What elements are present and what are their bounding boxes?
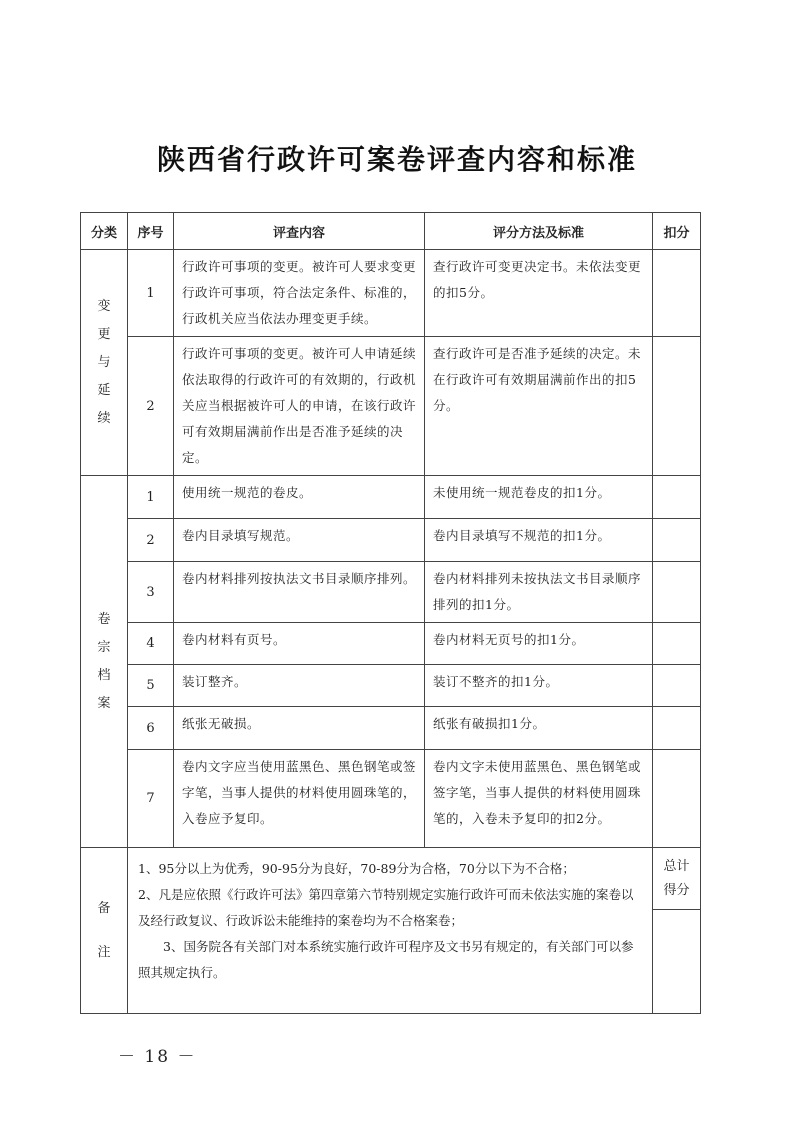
row-deduct-cell[interactable] [653, 250, 701, 337]
table-header-row [81, 213, 701, 250]
row-deduct-cell[interactable] [653, 476, 701, 519]
header-category: 分类 [81, 213, 128, 250]
row-deduct-cell[interactable] [653, 750, 701, 848]
row-content: 行政许可事项的变更。被许可人申请延续依法取得的行政许可的有效期的，行政机关应当根据被许可人的申请，在该行政许可有效期届满前作出是否准予延续的决定。 [174, 337, 425, 476]
evaluation-table [80, 212, 701, 1014]
row-seq: 5 [128, 665, 174, 707]
row-seq: 7 [128, 750, 174, 848]
table-row [81, 476, 701, 519]
row-method: 卷内文字未使用蓝黑色、黑色钢笔或签字笔，当事人提供的材料使用圆珠笔的，入卷未予复印的扣2分。 [425, 750, 653, 848]
row-seq: 2 [128, 519, 174, 562]
header-seq: 序号 [128, 213, 174, 250]
note-line-1: 1、95分以上为优秀，90-95分为良好，70-89分为合格，70分以下为不合格； [138, 861, 575, 876]
row-deduct-cell[interactable] [653, 519, 701, 562]
table-row [81, 519, 701, 562]
row-method: 查行政许可变更决定书。未依法变更的扣5分。 [425, 250, 653, 337]
table-row [81, 750, 701, 848]
category-notes: 备 注 [81, 848, 128, 1014]
header-content: 评查内容 [174, 213, 425, 250]
row-deduct-cell[interactable] [653, 665, 701, 707]
row-seq: 2 [128, 337, 174, 476]
row-method: 纸张有破损扣1分。 [425, 707, 653, 750]
row-seq: 1 [128, 476, 174, 519]
table-row [81, 623, 701, 665]
row-deduct-cell[interactable] [653, 623, 701, 665]
row-content: 纸张无破损。 [174, 707, 425, 750]
table-row [81, 562, 701, 623]
header-method: 评分方法及标准 [425, 213, 653, 250]
row-content: 卷内材料排列按执法文书目录顺序排列。 [174, 562, 425, 623]
table-row [81, 337, 701, 476]
row-content: 卷内材料有页号。 [174, 623, 425, 665]
header-deduct: 扣分 [653, 213, 701, 250]
table-row [81, 250, 701, 337]
row-method: 查行政许可是否准予延续的决定。未在行政许可有效期届满前作出的扣5分。 [425, 337, 653, 476]
row-method: 装订不整齐的扣1分。 [425, 665, 653, 707]
note-line-3: 3、国务院各有关部门对本系统实施行政许可程序及文书另有规定的，有关部门可以参照其规定执行。 [138, 939, 634, 980]
notes-content [128, 848, 653, 1014]
row-seq: 1 [128, 250, 174, 337]
row-method: 卷内材料排列未按执法文书目录顺序排列的扣1分。 [425, 562, 653, 623]
row-deduct-cell[interactable] [653, 707, 701, 750]
note-line-2: 2、凡是应依照《行政许可法》第四章第六节特别规定实施行政许可而未依法实施的案卷以及经行政复议、行政诉讼未能维持的案卷均为不合格案卷； [138, 887, 634, 928]
page-number: － 18 － [118, 1047, 197, 1067]
table-row [81, 707, 701, 750]
row-seq: 3 [128, 562, 174, 623]
row-content: 卷内文字应当使用蓝黑色、黑色钢笔或签字笔，当事人提供的材料使用圆珠笔的，入卷应予复印。 [174, 750, 425, 848]
total-score-label: 总计 得分 [653, 848, 701, 910]
row-method: 未使用统一规范卷皮的扣1分。 [425, 476, 653, 519]
row-method: 卷内材料无页号的扣1分。 [425, 623, 653, 665]
row-seq: 4 [128, 623, 174, 665]
row-seq: 6 [128, 707, 174, 750]
row-method: 卷内目录填写不规范的扣1分。 [425, 519, 653, 562]
total-score-cell[interactable] [653, 910, 701, 1014]
category-dossier: 卷 宗 档 案 [81, 476, 128, 848]
row-content: 使用统一规范的卷皮。 [174, 476, 425, 519]
row-deduct-cell[interactable] [653, 337, 701, 476]
document-title: 陕西省行政许可案卷评查内容和标准 [156, 143, 637, 176]
row-content: 行政许可事项的变更。被许可人要求变更行政许可事项，符合法定条件、标准的，行政机关应当依法办理变更手续。 [174, 250, 425, 337]
row-deduct-cell[interactable] [653, 562, 701, 623]
row-content: 装订整齐。 [174, 665, 425, 707]
category-change-extend: 变 更 与 延 续 [81, 250, 128, 476]
notes-row [81, 848, 701, 910]
row-content: 卷内目录填写规范。 [174, 519, 425, 562]
table-row [81, 665, 701, 707]
